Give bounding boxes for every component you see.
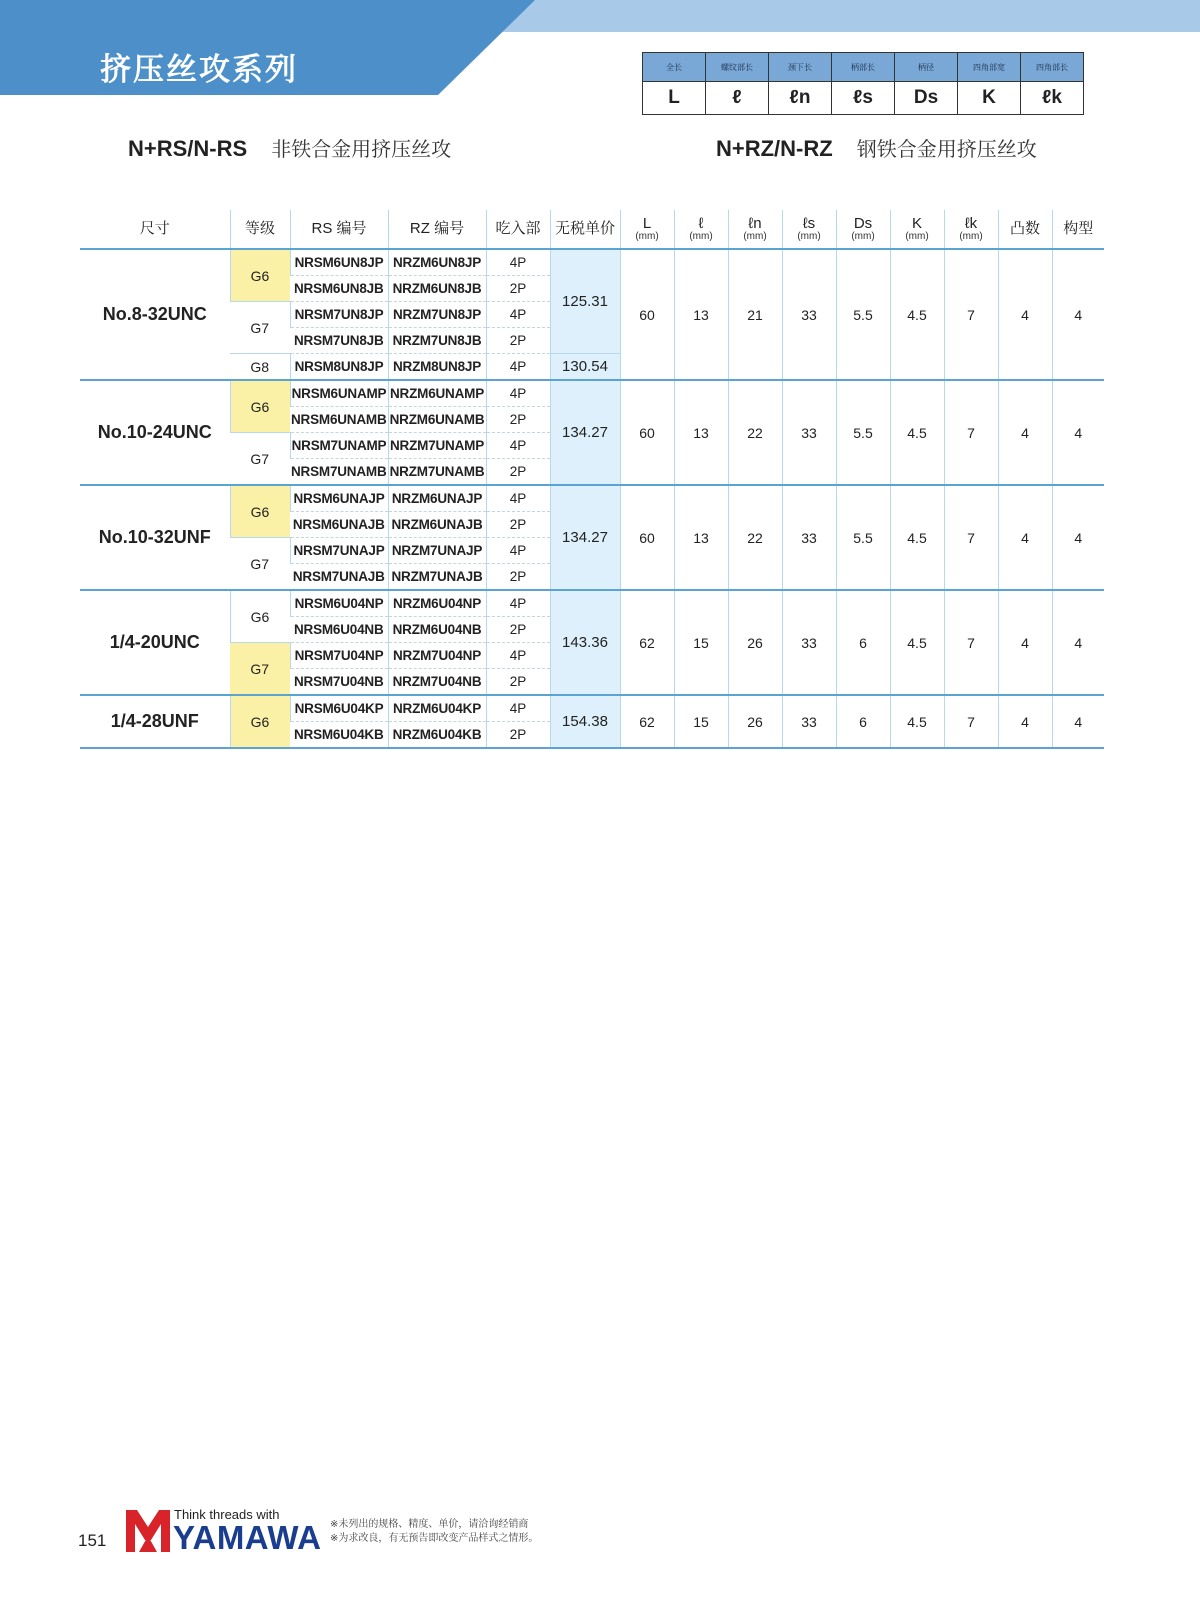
chamfer-cell: 4P (486, 433, 550, 459)
col-header-L (620, 210, 674, 249)
dim-L-cell: 60 (620, 380, 674, 485)
legend-symbol: L (643, 82, 706, 115)
dim-convex-cell: 4 (998, 485, 1052, 590)
header-unit: (mm) (635, 230, 659, 242)
header-symbol: ℓ (698, 214, 704, 232)
grade-cell: G7 (230, 538, 290, 591)
grade-cell: G8 (230, 354, 290, 381)
chamfer-cell: 2P (486, 459, 550, 486)
col-header-type: 构型 (1052, 210, 1104, 249)
dim-lk-cell: 7 (944, 590, 998, 695)
price-cell: 154.38 (550, 695, 620, 748)
dim-l-cell: 13 (674, 485, 728, 590)
price-cell: 134.27 (550, 380, 620, 485)
rz-code-cell: NRZM7UNAMP (388, 433, 486, 459)
dim-K-cell: 4.5 (890, 695, 944, 748)
table-row (80, 380, 1104, 407)
dim-L-cell: 60 (620, 485, 674, 590)
chamfer-cell: 4P (486, 695, 550, 722)
rs-code-cell: NRSM6U04KB (290, 722, 388, 749)
rs-code-cell: NRSM6UNAMP (290, 380, 388, 407)
rs-code-cell: NRSM6UNAJB (290, 512, 388, 538)
series-heading-right (716, 133, 1037, 162)
dim-l-cell: 13 (674, 380, 728, 485)
dim-l-cell: 13 (674, 249, 728, 380)
thread-size-cell: No.8-32UNC (80, 249, 230, 380)
dim-Ds-cell: 6 (836, 695, 890, 748)
rs-code-cell: NRSM7UNAJP (290, 538, 388, 564)
header-unit: (mm) (851, 230, 875, 242)
chamfer-cell: 2P (486, 512, 550, 538)
legend-label: 柄径 (895, 53, 958, 82)
col-header-rz-code: RZ 编号 (388, 210, 486, 249)
chamfer-cell: 4P (486, 643, 550, 669)
rz-code-cell: NRZM7UNAJP (388, 538, 486, 564)
rs-code-cell: NRSM6UN8JP (290, 249, 388, 276)
series-description: 非铁合金用挤压丝攻 (271, 137, 452, 161)
series-heading-left (128, 133, 451, 162)
dim-Ds-cell: 6 (836, 590, 890, 695)
chamfer-cell: 4P (486, 249, 550, 276)
spec-table-body (80, 249, 1104, 748)
grade-cell: G7 (230, 302, 290, 354)
col-header-ln (728, 210, 782, 249)
dim-convex-cell: 4 (998, 590, 1052, 695)
dim-type-cell: 4 (1052, 485, 1104, 590)
rz-code-cell: NRZM7UN8JP (388, 302, 486, 328)
rs-code-cell: NRSM7U04NP (290, 643, 388, 669)
price-cell: 125.31 (550, 249, 620, 354)
legend-symbol: K (958, 82, 1021, 115)
legend-symbol: ℓn (769, 82, 832, 115)
col-header-chamfer: 吃入部 (486, 210, 550, 249)
header-symbol: K (911, 214, 922, 232)
col-header-price: 无税单价 (550, 210, 620, 249)
dim-K-cell: 4.5 (890, 485, 944, 590)
col-header-lk (944, 210, 998, 249)
dim-ln-cell: 21 (728, 249, 782, 380)
dim-convex-cell: 4 (998, 249, 1052, 380)
chamfer-cell: 2P (486, 276, 550, 302)
chamfer-cell: 2P (486, 617, 550, 643)
legend-label: 颈下长 (769, 53, 832, 82)
header-symbol: ℓk (964, 214, 978, 232)
dim-lk-cell: 7 (944, 695, 998, 748)
dim-Ds-cell: 5.5 (836, 380, 890, 485)
legend-label: 柄部长 (832, 53, 895, 82)
dim-ls-cell: 33 (782, 380, 836, 485)
chamfer-cell: 2P (486, 328, 550, 354)
rs-code-cell: NRSM7U04NB (290, 669, 388, 696)
dim-convex-cell: 4 (998, 380, 1052, 485)
dim-L-cell: 62 (620, 590, 674, 695)
series-description: 钢铁合金用挤压丝攻 (856, 137, 1037, 161)
col-header-K (890, 210, 944, 249)
legend-symbol: ℓ (706, 82, 769, 115)
dim-type-cell: 4 (1052, 590, 1104, 695)
header-unit: (mm) (797, 230, 821, 242)
table-row (80, 249, 1104, 276)
dim-ln-cell: 22 (728, 485, 782, 590)
dim-type-cell: 4 (1052, 380, 1104, 485)
col-header-Ds (836, 210, 890, 249)
dim-ls-cell: 33 (782, 485, 836, 590)
grade-cell: G6 (230, 590, 290, 643)
dim-l-cell: 15 (674, 590, 728, 695)
rz-code-cell: NRZM7U04NP (388, 643, 486, 669)
rz-code-cell: NRZM7UN8JB (388, 328, 486, 354)
rz-code-cell: NRZM7UNAJB (388, 564, 486, 591)
legend-symbol: Ds (895, 82, 958, 115)
rs-code-cell: NRSM7UN8JP (290, 302, 388, 328)
grade-cell: G7 (230, 643, 290, 696)
rs-code-cell: NRSM6UN8JB (290, 276, 388, 302)
thread-size-cell: No.10-32UNF (80, 485, 230, 590)
spec-table (80, 210, 1104, 749)
dim-lk-cell: 7 (944, 485, 998, 590)
col-header-rs-code: RS 编号 (290, 210, 388, 249)
rz-code-cell: NRZM7UNAMB (388, 459, 486, 486)
rz-code-cell: NRZM6UN8JB (388, 276, 486, 302)
series-code: N+RZ/N-RZ (716, 136, 833, 161)
grade-cell: G7 (230, 433, 290, 486)
rs-code-cell: NRSM6UNAMB (290, 407, 388, 433)
dim-lk-cell: 7 (944, 249, 998, 380)
legend-symbol: ℓk (1021, 82, 1084, 115)
legend-symbol: ℓs (832, 82, 895, 115)
header-unit: (mm) (905, 230, 929, 242)
rs-code-cell: NRSM6U04KP (290, 695, 388, 722)
dim-ln-cell: 26 (728, 695, 782, 748)
chamfer-cell: 4P (486, 380, 550, 407)
chamfer-cell: 2P (486, 722, 550, 749)
rs-code-cell: NRSM7UNAJB (290, 564, 388, 591)
price-cell: 134.27 (550, 485, 620, 590)
rs-code-cell: NRSM7UN8JB (290, 328, 388, 354)
dim-K-cell: 4.5 (890, 249, 944, 380)
rs-code-cell: NRSM6U04NP (290, 590, 388, 617)
chamfer-cell: 4P (486, 538, 550, 564)
legend-label: 螺纹部长 (706, 53, 769, 82)
grade-cell: G6 (230, 485, 290, 538)
legend-label: 四角部宽 (958, 53, 1021, 82)
dim-l-cell: 15 (674, 695, 728, 748)
rz-code-cell: NRZM7U04NB (388, 669, 486, 696)
header-symbol: L (642, 214, 652, 232)
dim-type-cell: 4 (1052, 249, 1104, 380)
dim-lk-cell: 7 (944, 380, 998, 485)
dim-ls-cell: 33 (782, 590, 836, 695)
page-title: 挤压丝攻系列 (100, 52, 298, 88)
rz-code-cell: NRZM6UN8JP (388, 249, 486, 276)
table-row (80, 695, 1104, 722)
thread-size-cell: 1/4-20UNC (80, 590, 230, 695)
dim-L-cell: 62 (620, 695, 674, 748)
dim-convex-cell: 4 (998, 695, 1052, 748)
col-header-grade: 等级 (230, 210, 290, 249)
header-symbol: Ds (853, 214, 873, 232)
page-number: 151 (78, 1531, 107, 1550)
rs-code-cell: NRSM6UNAJP (290, 485, 388, 512)
rz-code-cell: NRZM6U04KP (388, 695, 486, 722)
chamfer-cell: 2P (486, 407, 550, 433)
price-cell: 130.54 (550, 354, 620, 381)
dim-ls-cell: 33 (782, 695, 836, 748)
dim-type-cell: 4 (1052, 695, 1104, 748)
grade-cell: G6 (230, 695, 290, 748)
chamfer-cell: 4P (486, 485, 550, 512)
chamfer-cell: 4P (486, 302, 550, 328)
footer-note: ※未列出的规格、精度、单价，请洽询经销商 (330, 1519, 529, 1530)
dim-K-cell: 4.5 (890, 380, 944, 485)
col-header-convex: 凸数 (998, 210, 1052, 249)
table-row (80, 485, 1104, 512)
grade-cell: G6 (230, 249, 290, 302)
chamfer-cell: 2P (486, 564, 550, 591)
rz-code-cell: NRZM6UNAJB (388, 512, 486, 538)
brand-tagline: Think threads with (174, 1507, 280, 1522)
rs-code-cell: NRSM8UN8JP (290, 354, 388, 381)
grade-cell: G6 (230, 380, 290, 433)
dim-ln-cell: 26 (728, 590, 782, 695)
table-row (80, 590, 1104, 617)
footer-notes (330, 1518, 538, 1546)
header-unit: (mm) (959, 230, 983, 242)
header-unit: (mm) (689, 230, 713, 242)
rz-code-cell: NRZM6U04NB (388, 617, 486, 643)
thread-size-cell: No.10-24UNC (80, 380, 230, 485)
rz-code-cell: NRZM8UN8JP (388, 354, 486, 381)
legend-label: 全长 (643, 53, 706, 82)
thread-size-cell: 1/4-28UNF (80, 695, 230, 748)
footer-note: ※为求改良，有无预告即改变产品样式之情形。 (330, 1533, 539, 1544)
rz-code-cell: NRZM6U04KB (388, 722, 486, 749)
chamfer-cell: 2P (486, 669, 550, 696)
col-header-size: 尺寸 (80, 210, 230, 249)
dim-Ds-cell: 5.5 (836, 249, 890, 380)
dim-L-cell: 60 (620, 249, 674, 380)
brand-name: YAMAWA (173, 1519, 322, 1556)
rs-code-cell: NRSM7UNAMB (290, 459, 388, 486)
price-cell: 143.36 (550, 590, 620, 695)
rs-code-cell: NRSM6U04NB (290, 617, 388, 643)
rz-code-cell: NRZM6UNAMP (388, 380, 486, 407)
header-symbol: ℓs (802, 214, 816, 232)
series-code: N+RS/N-RS (128, 136, 248, 161)
dim-K-cell: 4.5 (890, 590, 944, 695)
col-header-l (674, 210, 728, 249)
rz-code-cell: NRZM6UNAJP (388, 485, 486, 512)
header-symbol: ℓn (748, 214, 762, 232)
dim-ln-cell: 22 (728, 380, 782, 485)
dim-Ds-cell: 5.5 (836, 485, 890, 590)
chamfer-cell: 4P (486, 590, 550, 617)
col-header-ls (782, 210, 836, 249)
table-header-row (80, 210, 1104, 249)
chamfer-cell: 4P (486, 354, 550, 381)
yamawa-logo-icon (126, 1510, 170, 1552)
header-unit: (mm) (743, 230, 767, 242)
dim-ls-cell: 33 (782, 249, 836, 380)
dimension-legend (642, 52, 1084, 115)
rz-code-cell: NRZM6U04NP (388, 590, 486, 617)
rs-code-cell: NRSM7UNAMP (290, 433, 388, 459)
rz-code-cell: NRZM6UNAMB (388, 407, 486, 433)
legend-label: 四角部长 (1021, 53, 1084, 82)
